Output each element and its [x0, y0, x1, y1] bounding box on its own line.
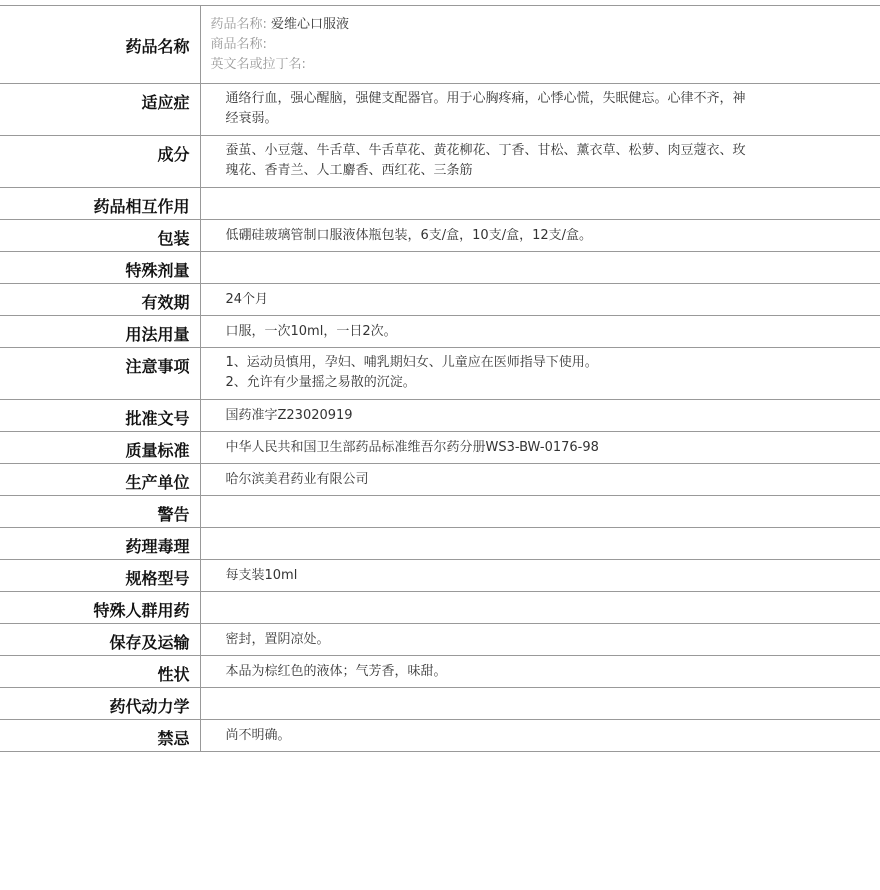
label-usage: 用法用量 [0, 316, 200, 348]
row-special-population [0, 592, 880, 624]
label-contraindications: 禁忌 [0, 720, 200, 752]
precautions-line-2: 2、允许有少量摇之易散的沉淀。 [225, 375, 416, 390]
label-drug-name: 药品名称 [0, 6, 200, 84]
row-validity [0, 284, 880, 316]
value-validity: 24个月 [200, 284, 880, 316]
ingredients-line-1: 蚕茧、小豆蔻、牛舌草、牛舌草花、黄花柳花、丁香、甘松、薰衣草、松萝、肉豆蔻衣、玫 [225, 143, 746, 158]
label-interactions: 药品相互作用 [0, 188, 200, 220]
label-precautions: 注意事项 [0, 348, 200, 400]
row-packaging [0, 220, 880, 252]
label-manufacturer: 生产单位 [0, 464, 200, 496]
value-special-dosage [200, 252, 880, 284]
row-interactions [0, 188, 880, 220]
label-approval: 批准文号 [0, 400, 200, 432]
indications-line-1: 通络行血，强心醒脑，强健支配器官。用于心胸疼痛，心悸心慌，失眠健忘。心律不齐，神 [225, 91, 746, 106]
row-storage [0, 624, 880, 656]
value-pharmacology [200, 528, 880, 560]
ingredients-line-2: 瑰花、香青兰、人工麝香、西红花、三条筋 [225, 163, 473, 178]
row-pharmacology [0, 528, 880, 560]
precautions-line-1: 1、运动员慎用，孕妇、哺乳期妇女、儿童应在医师指导下使用。 [225, 355, 598, 370]
value-warning [200, 496, 880, 528]
latin-name-line [211, 55, 871, 75]
value-special-population [200, 592, 880, 624]
latin-name-key: 英文名或拉丁名: [210, 57, 306, 72]
row-standard [0, 432, 880, 464]
label-ingredients: 成分 [0, 136, 200, 188]
label-pharmacokinetics: 药代动力学 [0, 688, 200, 720]
label-pharmacology: 药理毒理 [0, 528, 200, 560]
label-special-population: 特殊人群用药 [0, 592, 200, 624]
label-warning: 警告 [0, 496, 200, 528]
generic-name-key: 药品名称: [210, 17, 267, 32]
row-contraindications [0, 720, 880, 752]
row-appearance [0, 656, 880, 688]
value-ingredients [200, 136, 880, 188]
value-packaging: 低硼硅玻璃管制口服液体瓶包装，6支/盒，10支/盒，12支/盒。 [200, 220, 880, 252]
trade-name-key: 商品名称: [210, 37, 267, 52]
value-usage: 口服，一次10ml，一日2次。 [200, 316, 880, 348]
value-standard: 中华人民共和国卫生部药品标准维吾尔药分册WS3-BW-0176-98 [200, 432, 880, 464]
indications-line-2: 经衰弱。 [225, 111, 278, 126]
generic-name-line [211, 15, 871, 35]
value-indications [200, 84, 880, 136]
value-precautions [200, 348, 880, 400]
value-pharmacokinetics [200, 688, 880, 720]
row-ingredients [0, 136, 880, 188]
value-storage: 密封，置阴凉处。 [200, 624, 880, 656]
trade-name-line [211, 35, 871, 55]
label-packaging: 包装 [0, 220, 200, 252]
value-specification: 每支装10ml [200, 560, 880, 592]
generic-name-value: 爱维心口服液 [271, 17, 350, 32]
row-special-dosage [0, 252, 880, 284]
row-drug-name [0, 6, 880, 84]
label-indications: 适应症 [0, 84, 200, 136]
label-appearance: 性状 [0, 656, 200, 688]
row-indications [0, 84, 880, 136]
row-precautions [0, 348, 880, 400]
value-manufacturer: 哈尔滨美君药业有限公司 [200, 464, 880, 496]
row-warning [0, 496, 880, 528]
label-standard: 质量标准 [0, 432, 200, 464]
row-specification [0, 560, 880, 592]
drug-info-table [0, 5, 880, 752]
value-drug-name [200, 6, 880, 84]
value-contraindications: 尚不明确。 [200, 720, 880, 752]
row-manufacturer [0, 464, 880, 496]
label-specification: 规格型号 [0, 560, 200, 592]
row-usage [0, 316, 880, 348]
row-pharmacokinetics [0, 688, 880, 720]
value-approval: 国药准字Z23020919 [200, 400, 880, 432]
value-appearance: 本品为棕红色的液体；气芳香，味甜。 [200, 656, 880, 688]
label-storage: 保存及运输 [0, 624, 200, 656]
row-approval [0, 400, 880, 432]
value-interactions [200, 188, 880, 220]
label-special-dosage: 特殊剂量 [0, 252, 200, 284]
label-validity: 有效期 [0, 284, 200, 316]
